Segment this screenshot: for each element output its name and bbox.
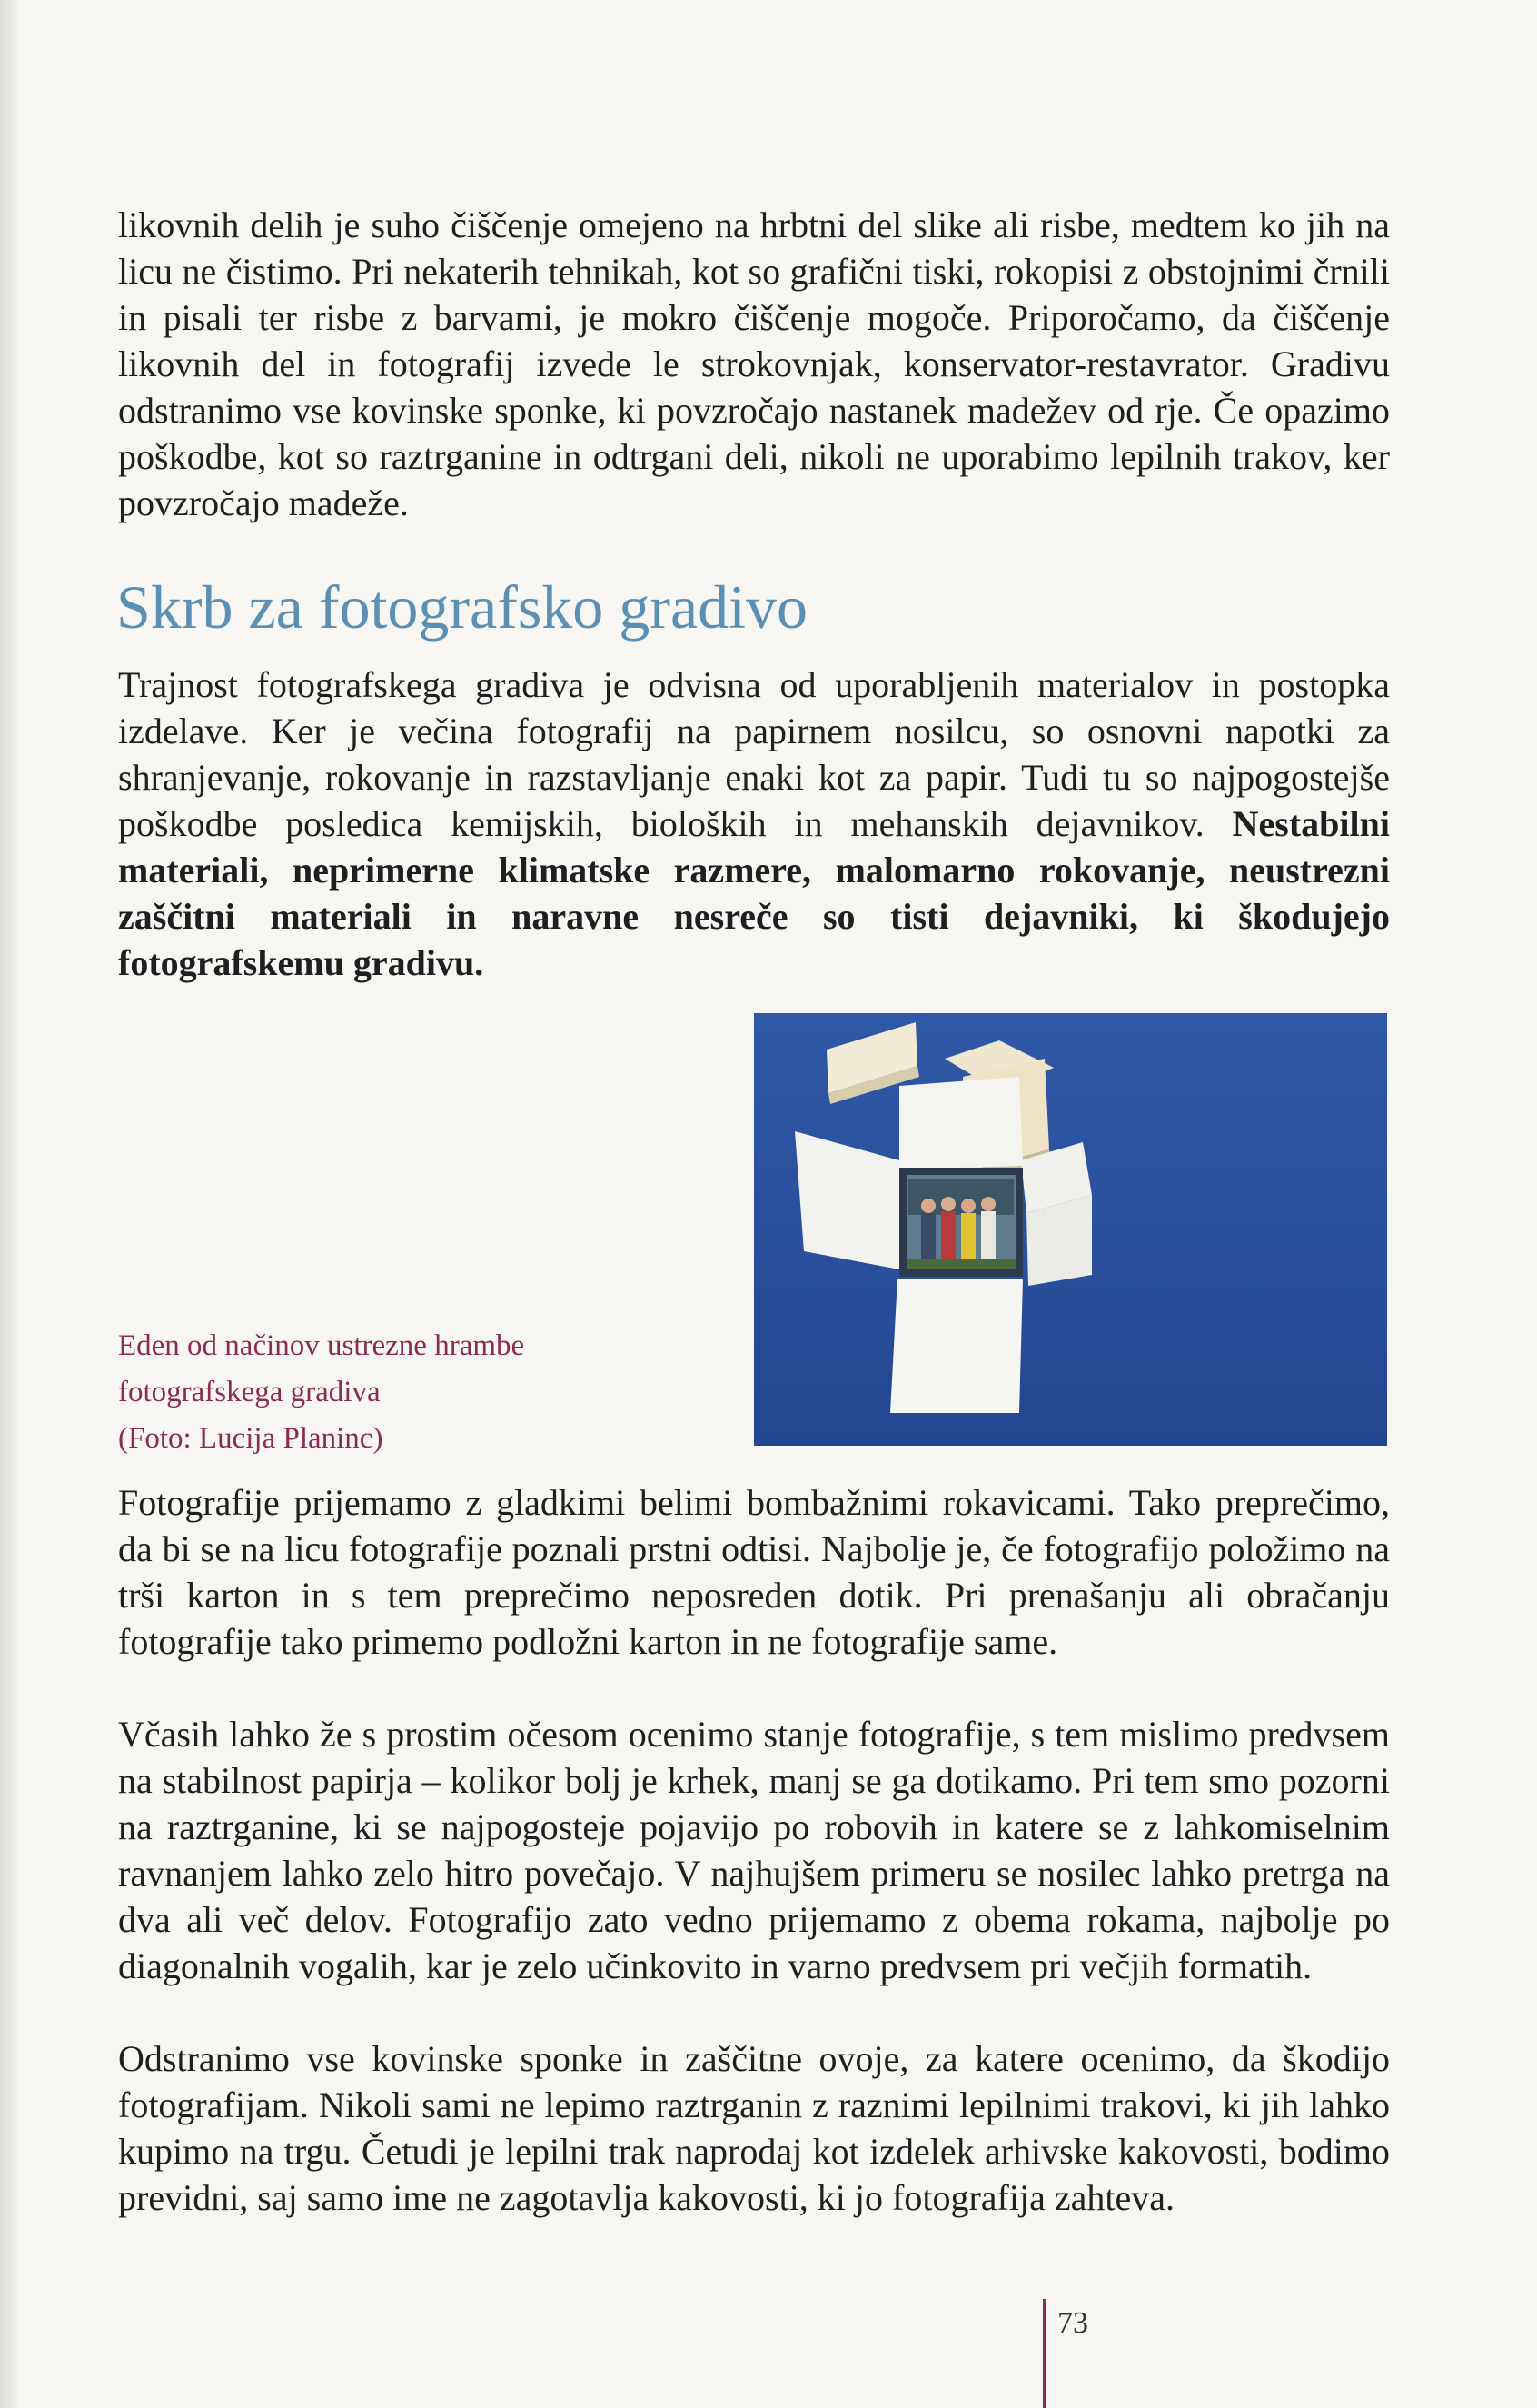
paragraph-photo-durability-text: Trajnost fotografskega gradiva je odvisna od uporabljenih materialov in postopka izdelave. Ker je večina fotografij na papirnem nosilcu, so osnovni napotki za shranjevanje, rokovanje in razstavljanje enaki kot za papir. Tudi tu so najpogostejše poškodbe posledica kemijskih, bioloških in mehanskih dejavnikov. [118,664,1390,844]
paragraph-remove-clips: Odstranimo vse kovinske sponke in zaščitne ovoje, za katere ocenimo, da škodijo fotografijam. Nikoli sami ne lepimo raztrganin z raznimi lepilnimi trakovi, ki jih lahko kupimo na trgu. Četudi je lepilni trak naprodaj kot izdelek arhivske kakovosti, bodimo previdni, saj samo ime ne zagotavlja kakovosti, ki jo fotografija zahteva. [118,2038,1390,2218]
caption-line-3: (Foto: Lucija Planinc) [118,1422,383,1455]
page-number-rule [1043,2299,1046,2408]
storage-folder-photo [754,1013,1387,1446]
paragraph-condition-check: Včasih lahko že s prostim očesom ocenimo stanje fotografije, s tem mislimo predvsem na stabilnost papirja – kolikor bolj je krhek, manj se ga dotikamo. Pri tem smo pozorni na raztrganine, ki se najpogosteje pojavijo po robovih in katere se z lahkomiselnim ravnanjem lahko zelo hitro povečajo. V najhujšem primeru se nosilec lahko pretrga na dva ali več delov. Fotografijo zato vedno prijemamo z obema rokama, najbolje po diagonalnih vogalih, kar je zelo učinkovito in varno predvsem pri večjih formatih. [118,1714,1390,1986]
paragraph-photo-durability-bold: Nestabilni materiali, neprimerne klimatske razmere, malomarno rokovanje, neustrezni zaščitni materiali in naravne nesreče so tisti dejavniki, ki škodujejo fotografskemu gradivu. [118,803,1390,983]
paragraph-dry-cleaning: likovnih delih je suho čiščenje omejeno na hrbtni del slike ali risbe, medtem ko jih na licu ne čistimo. Pri nekaterih tehnikah, kot so grafični tiski, rokopisi z obstojnimi črnili in pisali ter risbe z barvami, je mokro čiščenje mogoče. Priporočamo, da čiščenje likovnih del in fotografij izvede le strokovnjak, konservator-restavrator. Gradivu odstranimo vse kovinske sponke, ki povzročajo nastanek madežev od rje. Če opazimo poškodbe, kot so raztrganine in odtrgani deli, nikoli ne uporabimo lepilnih trakov, ker povzročajo madeže. [118,204,1390,523]
page-number: 73 [1057,2306,1088,2340]
caption-line-2: fotografskega gradiva [118,1376,381,1408]
paragraph-photo-durability [118,662,1390,986]
folder-left-flap [795,1131,899,1269]
caption-line-1: Eden od načinov ustrezne hrambe [118,1329,525,1362]
folder-bottom-flap [890,1279,1023,1413]
photo-caption [118,1323,627,1462]
storage-folder-illustration [754,1013,1387,1446]
folder-top-flap [899,1077,1023,1169]
section-heading: Skrb za fotografsko gradivo [116,572,808,642]
paragraph-handling-gloves: Fotografije prijemamo z gladkimi belimi bombažnimi rokavicami. Tako preprečimo, da bi se na licu fotografije poznali prstni odtisi. Najbolje je, če fotografijo položimo na trši karton in s tem preprečimo neposreden dotik. Pri prenašanju ali obračanju fotografije tako primemo podložni karton in ne fotografije same. [118,1482,1390,1662]
page-gutter-shadow [0,0,20,2408]
